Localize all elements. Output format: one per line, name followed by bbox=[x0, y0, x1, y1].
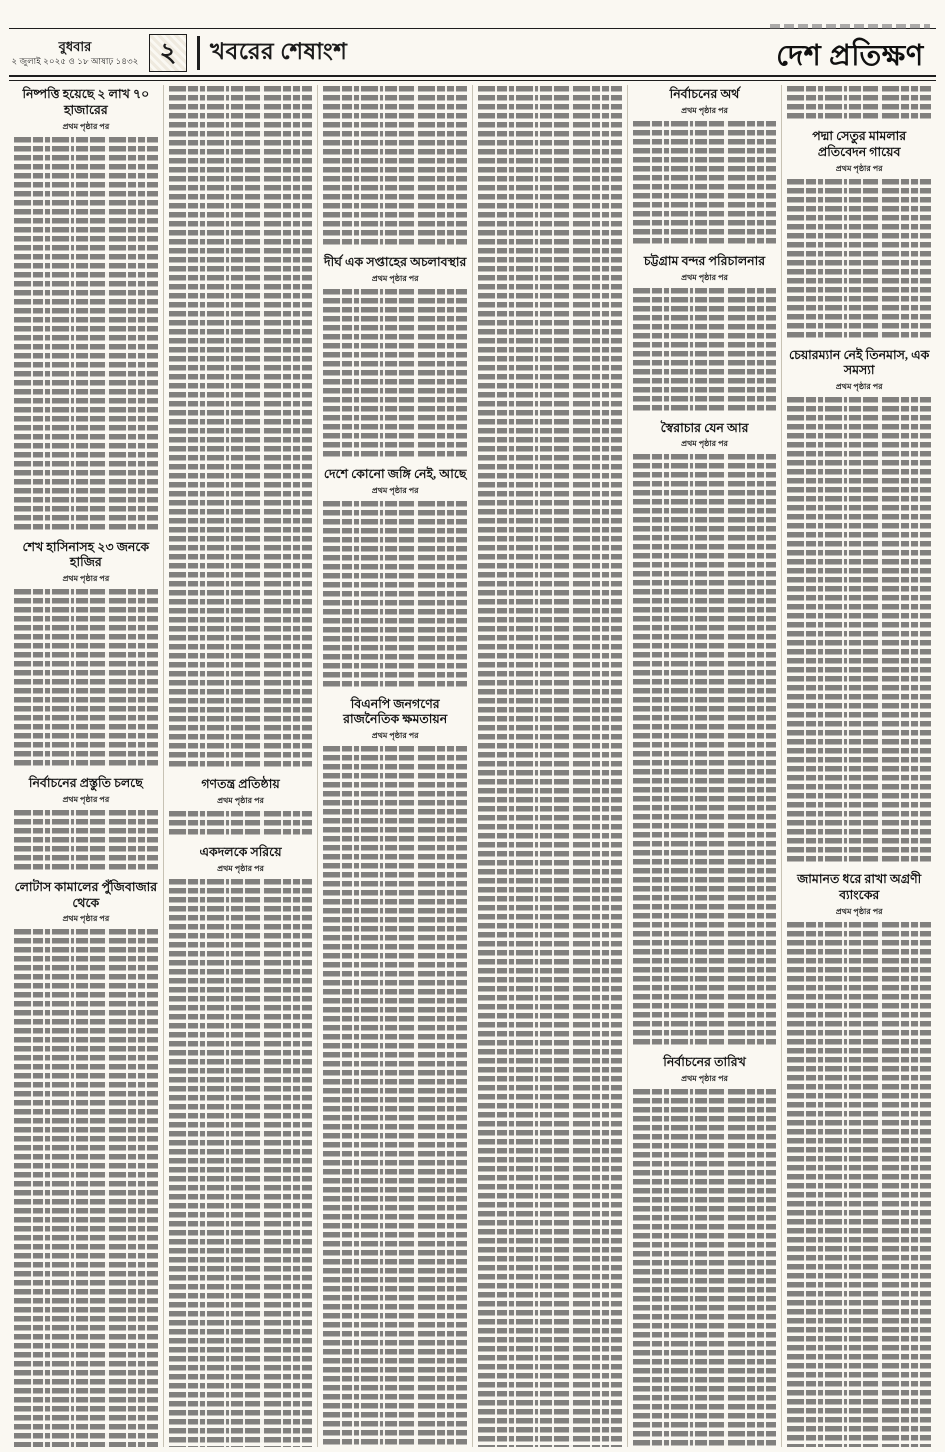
masthead-block bbox=[770, 24, 934, 82]
body-text-block bbox=[633, 288, 777, 414]
body-text-block bbox=[787, 922, 931, 1448]
body-text-block bbox=[14, 810, 158, 873]
column-5 bbox=[628, 85, 783, 1447]
date-label: ২ জুলাই ২০২৫ ও ১৮ আষাঢ় ১৪৩২ bbox=[11, 55, 139, 66]
body-text-block bbox=[478, 86, 622, 1447]
article-headline: নির্বাচনের তারিখ bbox=[663, 1055, 746, 1070]
continued-from-label: প্রথম পৃষ্ঠার পর bbox=[62, 914, 110, 924]
article-headline: বিএনপি জনগণের রাজনৈতিক ক্ষমতায়ন bbox=[343, 696, 448, 727]
body-text-block bbox=[14, 589, 158, 769]
article-headline: লোটাস কামালের পুঁজিবাজার থেকে bbox=[14, 879, 158, 910]
article-headline: নিষ্পত্তি হয়েছে ২ লাখ ৭০ হাজারের bbox=[22, 87, 150, 117]
continued-from-label: প্রথম পৃষ্ঠার পর bbox=[62, 794, 110, 804]
masthead-tagline-line bbox=[770, 24, 930, 29]
columns-area bbox=[9, 85, 936, 1447]
article-headline: চেয়ারম্যান নেই তিনমাস, এক সমস্যা bbox=[789, 347, 930, 378]
article-headline: নির্বাচনের প্রস্তুতি চলছে bbox=[28, 776, 143, 790]
continued-from-label: প্রথম পৃষ্ঠার পর bbox=[835, 163, 883, 173]
continued-from-label: প্রথম পৃষ্ঠার পর bbox=[681, 439, 728, 449]
continued-from-label: প্রথম পৃষ্ঠার পর bbox=[217, 863, 264, 873]
body-text-block bbox=[323, 501, 467, 690]
article-headline: স্বৈরাচার যেন আর bbox=[660, 420, 749, 435]
continued-from-label: প্রথম পৃষ্ঠার পর bbox=[371, 731, 419, 740]
article-headline: চট্টগ্রাম বন্দর পরিচালনার bbox=[643, 253, 766, 268]
body-text-block bbox=[169, 811, 313, 838]
continued-from-label: প্রথম পৃষ্ঠার পর bbox=[371, 273, 419, 283]
continued-from-label: প্রথম পৃষ্ঠার পর bbox=[217, 795, 264, 805]
header-divider-bar bbox=[197, 36, 200, 70]
continued-from-label: প্রথম পৃষ্ঠার পর bbox=[681, 105, 728, 115]
article-headline: নির্বাচনের অর্থ bbox=[669, 87, 740, 101]
article-headline: দীর্ঘ এক সপ্তাহের অচলাবস্থার bbox=[324, 255, 467, 269]
page-header bbox=[9, 29, 936, 75]
column-4 bbox=[473, 85, 628, 1447]
column-1 bbox=[9, 85, 164, 1447]
article-headline: শেখ হাসিনাসহ ২৩ জনকে হাজির bbox=[22, 539, 150, 570]
page-number: ২ bbox=[159, 37, 177, 67]
date-block bbox=[11, 38, 139, 67]
continued-from-label: প্রথম পৃষ্ঠার পর bbox=[835, 906, 883, 916]
continued-from-label: প্রথম পৃষ্ঠার পর bbox=[371, 485, 419, 495]
column-2 bbox=[164, 85, 319, 1447]
column-3 bbox=[318, 85, 473, 1447]
article-headline: দেশে কোনো জঙ্গি নেই, আছে bbox=[323, 466, 467, 481]
continued-from-label: প্রথম পৃষ্ঠার পর bbox=[62, 574, 110, 583]
column-6 bbox=[782, 85, 936, 1447]
continued-from-label: প্রথম পৃষ্ঠার পর bbox=[681, 1074, 728, 1083]
body-text-block bbox=[633, 454, 777, 1048]
body-text-block bbox=[14, 929, 158, 1447]
section-title: খবরের শেষাংশ bbox=[210, 39, 348, 64]
continued-from-label: প্রথম পৃষ্ঠার পর bbox=[681, 272, 728, 282]
body-text-block bbox=[787, 397, 931, 865]
body-text-block bbox=[169, 879, 313, 1448]
article-headline: পদ্মা সেতুর মামলার প্রতিবেদন গায়েব bbox=[812, 129, 907, 159]
article-headline: একদলকে সরিয়ে bbox=[199, 844, 282, 859]
body-text-block bbox=[323, 289, 467, 460]
article-headline: গণতন্ত্র প্রতিষ্ঠায় bbox=[201, 777, 280, 791]
body-text-block bbox=[323, 86, 467, 248]
weekday-label: বুধবার bbox=[58, 38, 92, 54]
body-text-block bbox=[323, 746, 467, 1447]
continued-from-label: প্রথম পৃষ্ঠার পর bbox=[835, 382, 883, 391]
continued-from-label: প্রথম পৃষ্ঠার পর bbox=[62, 121, 110, 131]
masthead-logo: দেশ প্রতিক্ষণ bbox=[776, 39, 924, 72]
body-text-block bbox=[14, 137, 158, 533]
article-headline: জামানত ধরে রাখা অগ্রণী ব্যাংকের bbox=[797, 872, 922, 902]
body-text-block bbox=[787, 179, 931, 341]
body-text-block bbox=[787, 86, 931, 122]
body-text-block bbox=[633, 121, 777, 247]
page-number-box bbox=[149, 34, 187, 72]
body-text-block bbox=[633, 1089, 777, 1447]
body-text-block bbox=[169, 86, 313, 770]
